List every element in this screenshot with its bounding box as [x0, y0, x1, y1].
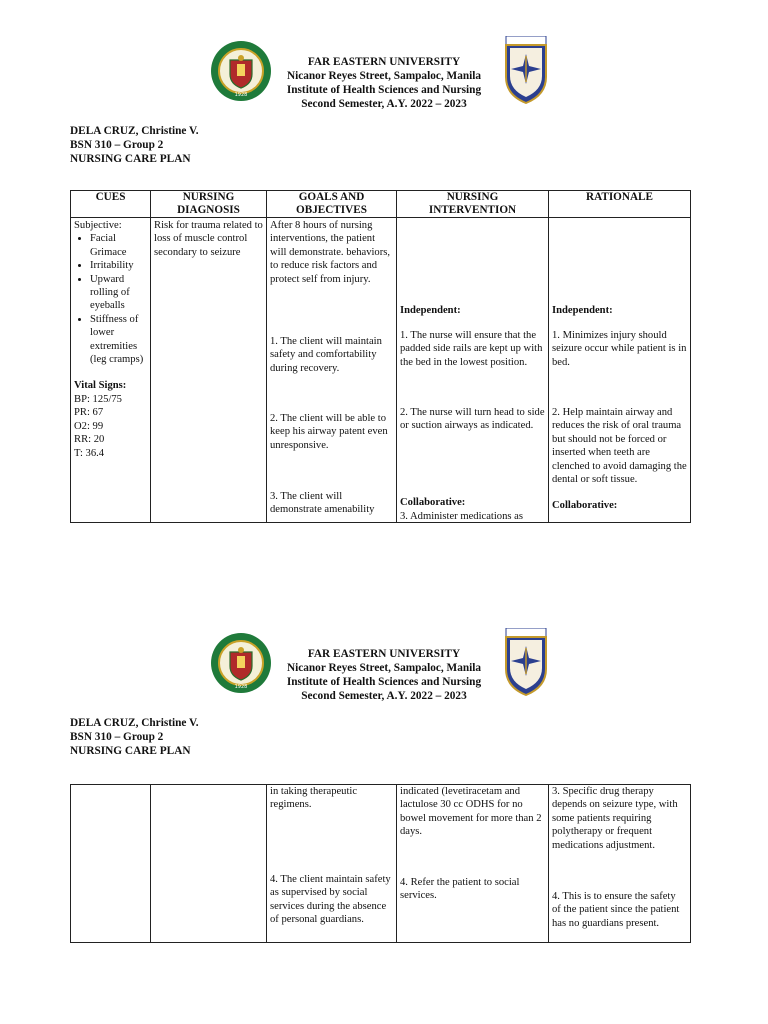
intervention-4: 4. Refer the patient to social services.	[400, 877, 520, 902]
vital-o2: O2: 99	[74, 420, 104, 432]
intervention-3-continued: indicated (levetiracetam and lactulose 30 cc ODHS for no bowel movement for more than 2 days.	[400, 786, 542, 838]
student-name: DELA CRUZ, Christine V.	[70, 125, 199, 137]
student-name: DELA CRUZ, Christine V.	[70, 717, 199, 729]
table-header-row	[71, 191, 691, 218]
cues-cell	[71, 218, 151, 523]
header-cues: CUES	[71, 191, 151, 218]
goal-1: 1. The client will maintain safety and comfortability during recovery.	[270, 336, 382, 374]
institute-name: Institute of Health Sciences and Nursing	[286, 84, 482, 96]
university-name: FAR EASTERN UNIVERSITY	[307, 648, 461, 660]
goals-intro: After 8 hours of nursing interventions, the patient will demonstrate. behaviors, to reduce risk factors and	[270, 220, 391, 272]
list-item: • Stiffness of lower extremities (leg cramps)	[90, 313, 147, 367]
page-header	[0, 36, 768, 118]
rationale-3: 3. Specific drug therapy depends on seizure type, with some patients requiring polytherapy or frequent medications adjustment.	[552, 786, 678, 851]
independent-label: Independent:	[400, 305, 461, 316]
cues-list	[74, 232, 147, 366]
student-info	[70, 716, 199, 758]
list-item: • Irritability	[90, 259, 147, 272]
goal-4: 4. The client maintain safety as supervised by social services during the absence of personal guardians.	[270, 874, 391, 926]
goal-3-continued: in taking therapeutic regimens.	[270, 786, 358, 811]
table-row	[71, 785, 691, 943]
cues-cell	[71, 785, 151, 943]
page-2	[0, 592, 768, 1024]
nursing-care-plan-table	[70, 190, 691, 523]
header-rationale: RATIONALE	[549, 191, 691, 218]
semester: Second Semester, A.Y. 2022 – 2023	[301, 98, 467, 110]
header-text	[250, 55, 518, 111]
goals-cell	[267, 218, 397, 523]
institute-name: Institute of Health Sciences and Nursing	[286, 676, 482, 688]
rationale-collaborative-label: Collaborative:	[552, 500, 618, 511]
rationale-4: 4. This is to ensure the safety of the patient since the patient has no guardians present.	[552, 891, 680, 929]
svg-text:1928: 1928	[234, 92, 248, 98]
goals-intro-end: protect self from injury.	[270, 273, 371, 285]
nursing-care-plan-table-continued	[70, 784, 691, 943]
university-name: FAR EASTERN UNIVERSITY	[307, 56, 461, 68]
goal-3: 3. The client will demonstrate amenability	[270, 491, 375, 516]
header-goals: GOALS AND OBJECTIVES	[267, 191, 397, 218]
intervention-cell	[397, 785, 549, 943]
rationale-2: 2. Help maintain airway and reduces the risk of oral trauma but should not be forced or inserted when teeth are clenched to avoid damaging the dental or soft tissue.	[552, 407, 687, 486]
vital-pr: PR: 67	[74, 407, 104, 419]
rationale-cell	[549, 218, 691, 523]
university-address: Nicanor Reyes Street, Sampaloc, Manila	[286, 70, 482, 82]
intervention-3: 3. Administer medications as	[400, 511, 523, 522]
vital-bp: BP: 125/75	[74, 393, 122, 405]
rationale-cell	[549, 785, 691, 943]
university-address: Nicanor Reyes Street, Sampaloc, Manila	[286, 662, 482, 674]
table-row	[71, 218, 691, 523]
document-title: NURSING CARE PLAN	[70, 153, 191, 165]
document-title: NURSING CARE PLAN	[70, 745, 191, 757]
header-text	[250, 647, 518, 703]
semester: Second Semester, A.Y. 2022 – 2023	[301, 690, 467, 702]
goals-cell	[267, 785, 397, 943]
diagnosis-cell	[151, 218, 267, 523]
header-intervention: NURSING INTERVENTION	[397, 191, 549, 218]
rationale-1: 1. Minimizes injury should seizure occur while patient is in bed.	[552, 330, 687, 368]
list-item: • Upward rolling of eyeballs	[90, 273, 147, 313]
student-section: BSN 310 – Group 2	[70, 139, 164, 151]
collaborative-label: Collaborative:	[400, 497, 466, 508]
nursing-diagnosis: Risk for trauma related to loss of muscle control secondary to seizure	[154, 220, 263, 258]
page-header	[0, 628, 768, 710]
goal-2: 2. The client will be able to keep his airway patent even unresponsive.	[270, 413, 388, 451]
intervention-cell	[397, 218, 549, 523]
vital-rr: RR: 20	[74, 434, 105, 446]
student-info	[70, 124, 199, 166]
svg-text:1928: 1928	[234, 684, 248, 690]
list-item: • Facial Grimace	[90, 232, 147, 259]
subjective-label: Subjective:	[74, 220, 122, 231]
student-section: BSN 310 – Group 2	[70, 731, 164, 743]
header-nursing-diagnosis: NURSING DIAGNOSIS	[151, 191, 267, 218]
intervention-2: 2. The nurse will turn head to side or suction airways as indicated.	[400, 407, 545, 432]
rationale-independent-label: Independent:	[552, 305, 613, 316]
intervention-1: 1. The nurse will ensure that the padded side rails are kept up with the bed in the lowest position.	[400, 330, 543, 368]
vital-temp: T: 36.4	[74, 447, 105, 459]
vital-signs-label: Vital Signs:	[74, 380, 127, 392]
diagnosis-cell	[151, 785, 267, 943]
